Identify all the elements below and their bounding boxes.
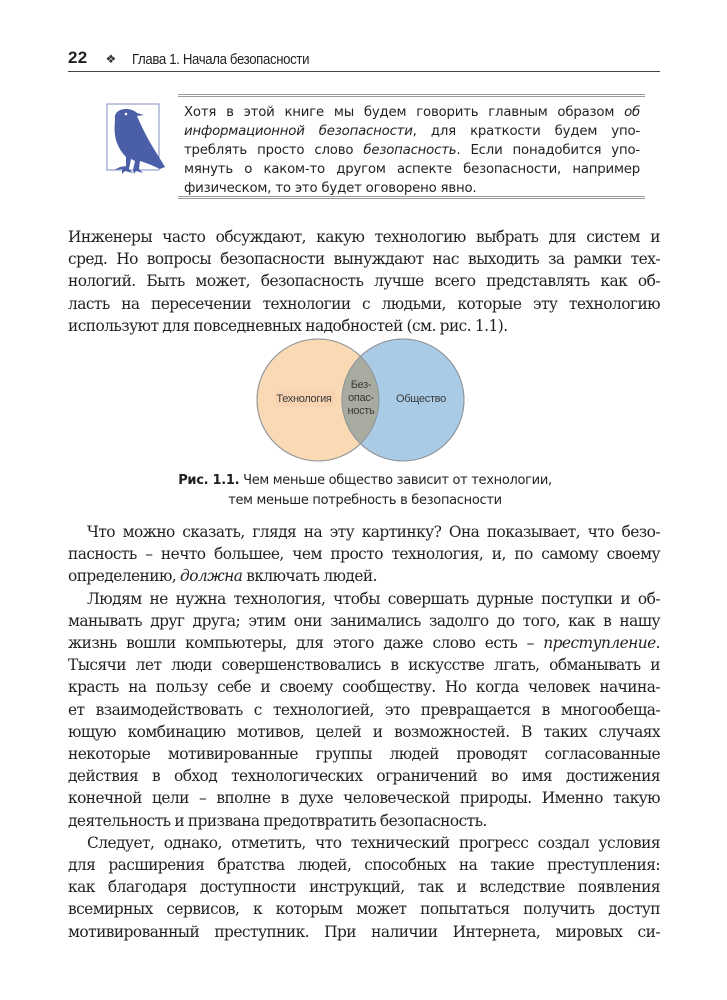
note-text: Хотя в этой книге мы будем говорить главным образом об информационной безопасности, для краткости будем упо- треблять просто слово безопасность. Если понадобится упо- мянуть о каком-то другом аспекте безопасности, например физическом, то это будет оговорено явно. [184,105,640,196]
paragraph-2: Что можно сказать, глядя на эту картинку? Она показывает, что безо- пасность – нечто большее, чем просто технология, и, по самому своему определению, должна включать людей. [68,523,660,586]
note-box [103,91,645,203]
paragraph-4: Следует, однако, отметить, что технический прогресс создал условия для расширения братства людей, способных на такие преступления: как благодаря доступности инструкций, так и вследствие появления всемирных сервисов, к которым может попытаться получить доступ мотивированный преступник. При наличии Интернета, мировых си- [68,833,660,941]
technology-label: Технология [276,393,332,405]
note-top-rule [178,94,645,95]
caption-label: Рис. 1.1. [178,473,240,488]
note-bottom-rule [178,196,645,197]
page-number: 22 [68,48,88,67]
venn-diagram [255,337,475,463]
society-label: Общество [396,393,446,405]
paragraph-1: Инженеры часто обсуждают, какую технологию выбрать для систем и сред. Но вопросы безопасности вынуждают нас выходить за рамки тех- нологий. Быть может, безопасность лучше всего представлять как об- ласть на пересечении технологии с людьми, которые эту технологию используют для повседневных надобностей (см. рис. 1.1). [68,228,660,335]
figure-caption: Рис. 1.1. Чем меньше общество зависит от технологии, тем меньше потребность в безопасности [178,473,552,508]
security-label: Без- опас- ность [347,379,375,417]
chapter-title: Глава 1. Начала безопасности [132,51,310,68]
crow-icon [106,103,166,178]
running-header [68,48,660,72]
ornament-icon: ❖ [105,52,117,66]
paragraph-3: Людям не нужна технология, чтобы совершать дурные поступки и об- манывать друг друга; этим они занимались задолго до того, как в нашу жизнь вошли компьютеры, для этого даже слово есть – преступление. Тысячи лет люди совершенствовались в искусстве лгать, обманывать и красть на пользу себе и своему сообществу. Но когда человек начина- ет взаимодействовать с технологией, это превращается в многообеща- ющую комбинацию мотивов, целей и возможностей. В таких случаях некоторые мотивированные группы людей проводят согласованные действия в обход технологических ограничений во имя достижения конечной цели – вполне в духе человеческой природы. Именно такую деятельность и призвана предотвратить безопасность. [68,589,660,830]
